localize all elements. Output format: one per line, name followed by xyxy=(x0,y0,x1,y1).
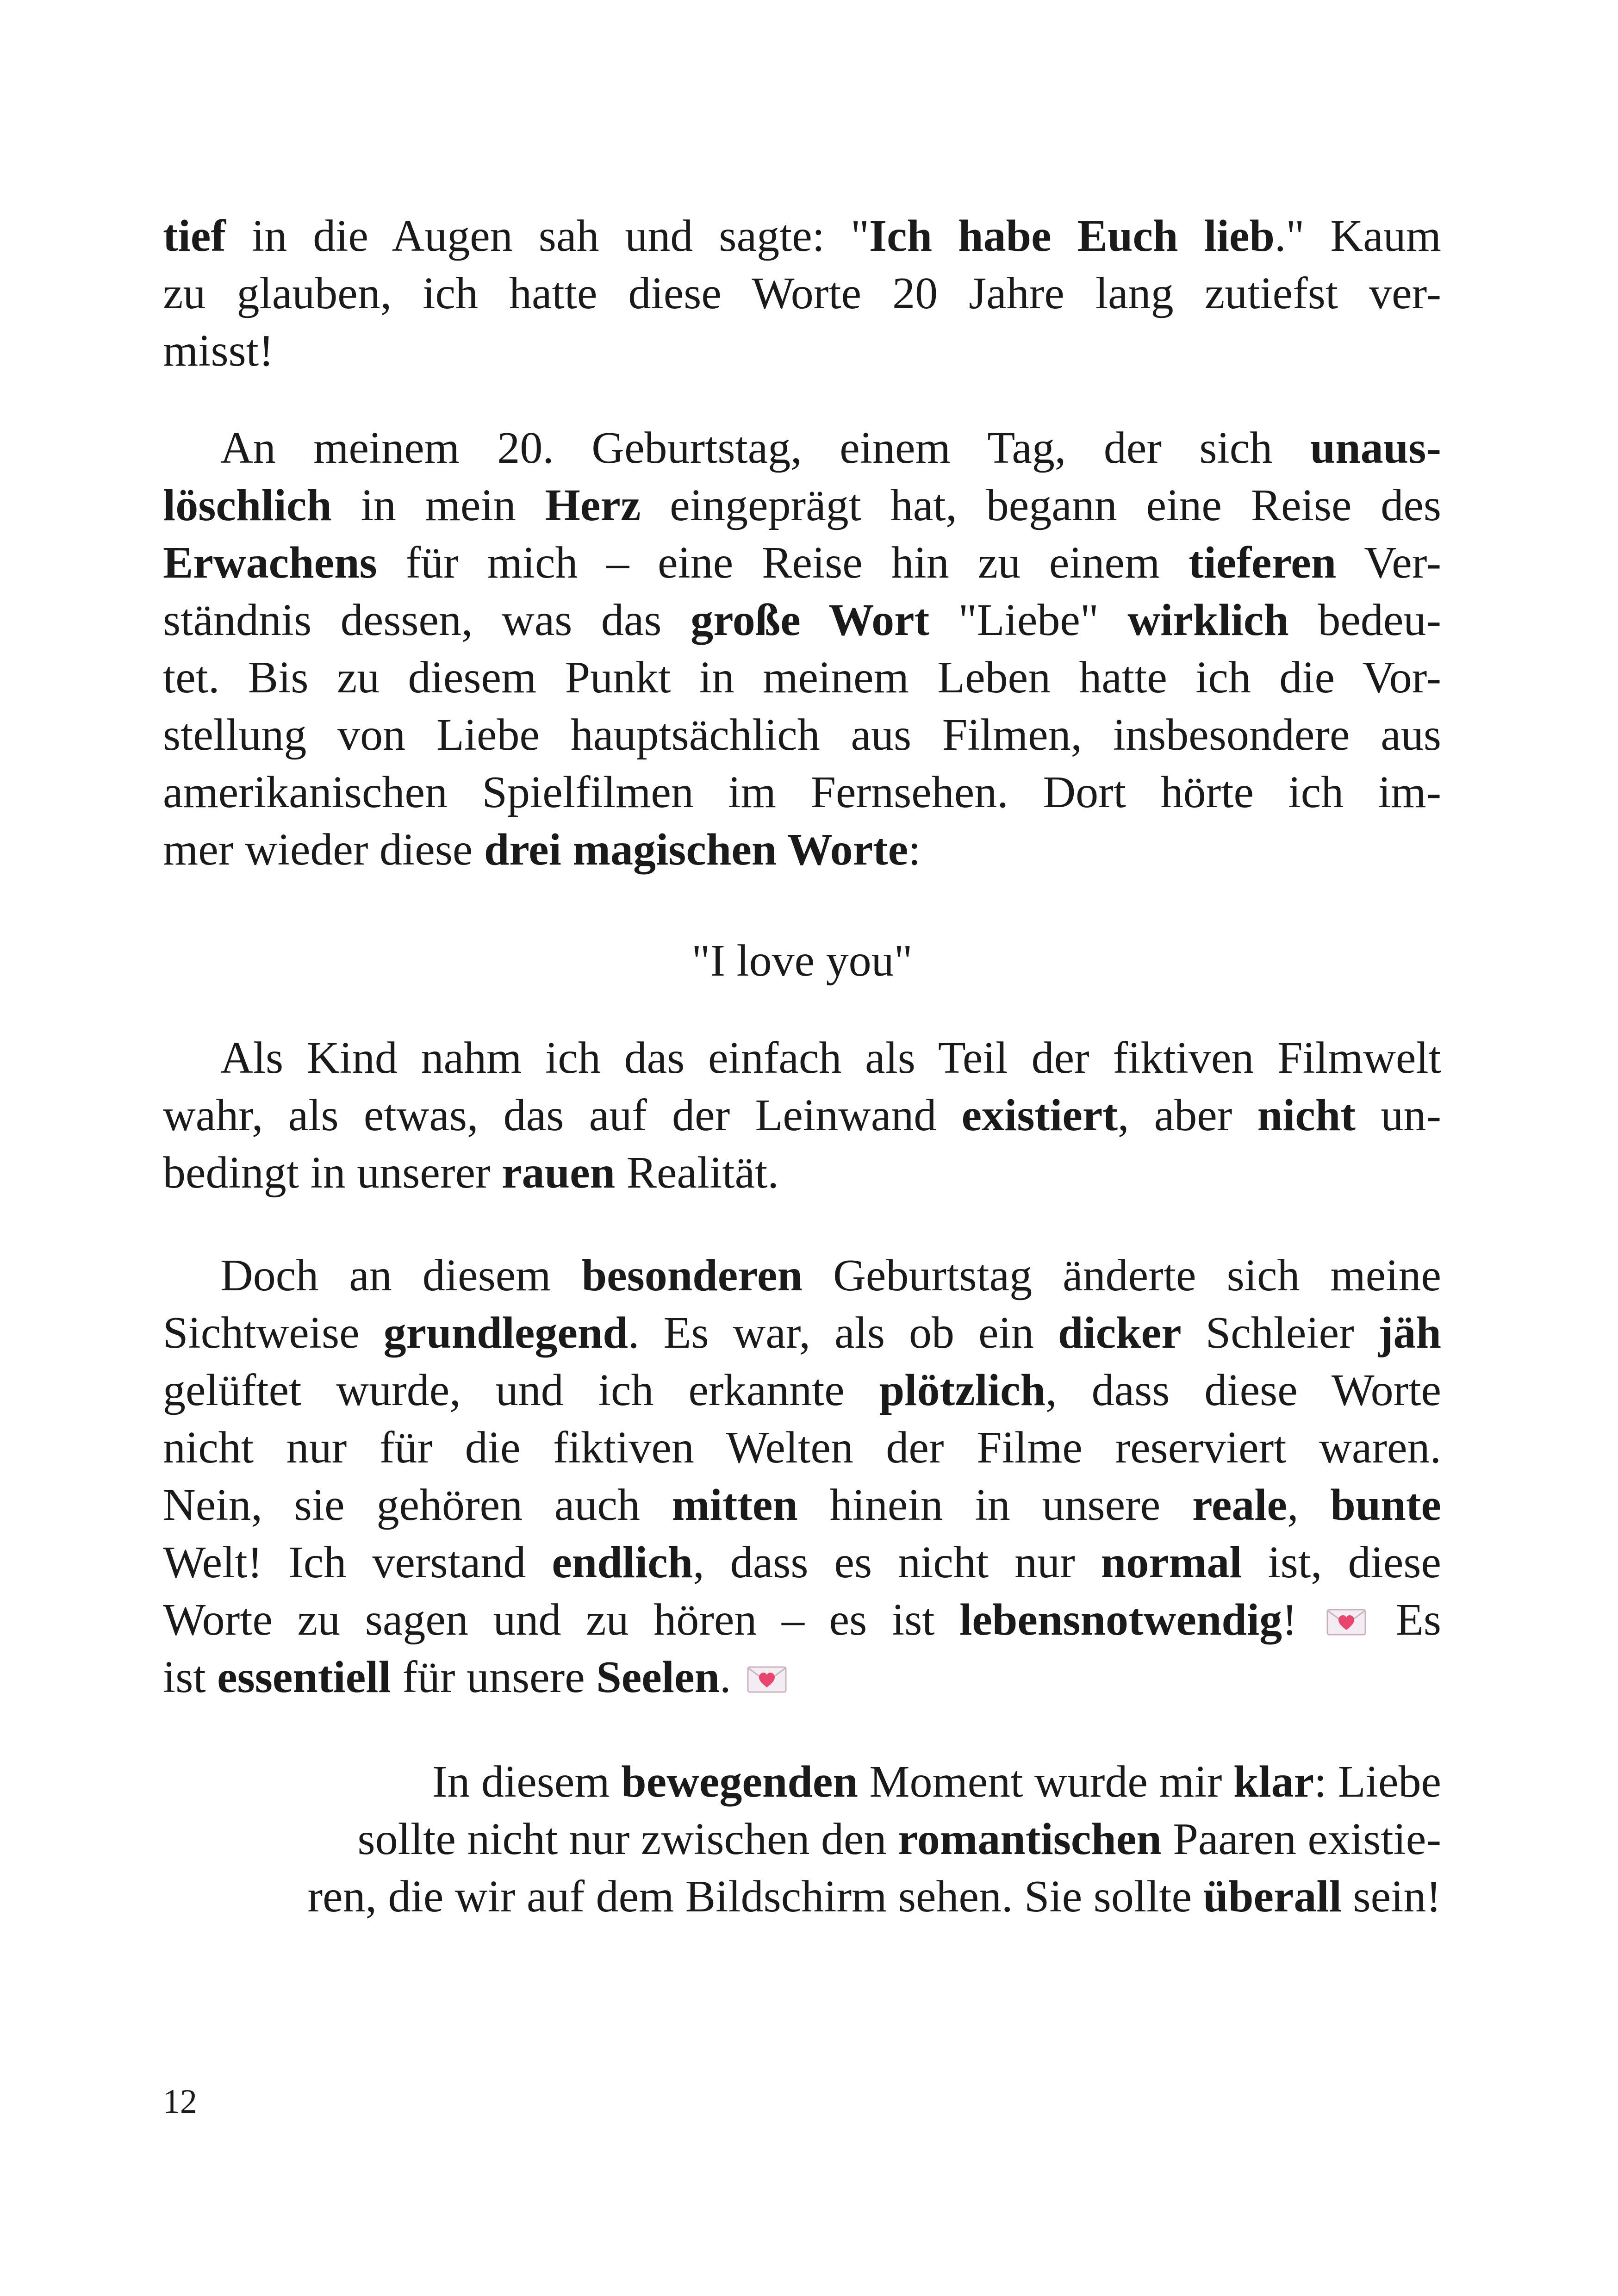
bold-phrase: klar xyxy=(1233,1757,1314,1807)
text-line xyxy=(163,207,1441,265)
text-run: un- xyxy=(1356,1090,1441,1140)
text-line xyxy=(163,1029,1441,1087)
text-run: mer wieder diese xyxy=(163,825,484,875)
text-run: zu glauben, ich hatte diese Worte 20 Jahre lang zutiefst ver- xyxy=(163,268,1441,318)
text-run: Als Kind nahm ich das einfach als Teil der fiktiven Filmwelt xyxy=(220,1033,1441,1083)
love-letter-icon xyxy=(1326,1608,1366,1636)
text-run: Paaren existie- xyxy=(1161,1814,1441,1864)
paragraph-4 xyxy=(163,1247,1441,1706)
bold-phrase: jäh xyxy=(1378,1308,1441,1358)
bold-phrase: romantischen xyxy=(898,1814,1162,1864)
paragraph-5 xyxy=(163,1753,1441,1925)
paragraph-2 xyxy=(163,419,1441,878)
text-run: ." Kaum xyxy=(1275,211,1441,261)
text-run: sollte nicht nur zwischen den xyxy=(357,1814,898,1864)
bold-phrase: drei magischen Worte xyxy=(484,825,909,875)
text-run: Ver- xyxy=(1336,538,1441,588)
bold-phrase: bewegenden xyxy=(621,1757,858,1807)
text-run: ständnis dessen, was das xyxy=(163,595,691,645)
bold-phrase: große Wort xyxy=(691,595,930,645)
text-line xyxy=(163,477,1441,534)
text-line xyxy=(163,1144,1441,1201)
text-run: ist xyxy=(163,1652,218,1702)
text-line xyxy=(163,764,1441,821)
text-line xyxy=(163,649,1441,706)
text-run: für unsere xyxy=(391,1652,597,1702)
text-run: wahr, als etwas, das auf der Leinwand xyxy=(163,1090,962,1140)
bold-phrase: rauen xyxy=(502,1148,616,1198)
text-line xyxy=(163,1534,1441,1591)
text-run: hinein in unsere xyxy=(797,1480,1193,1530)
text-run: bedeu- xyxy=(1288,595,1441,645)
text-run: : Liebe xyxy=(1314,1757,1441,1807)
bold-phrase: überall xyxy=(1203,1872,1342,1922)
text-run: Geburtstag änderte sich meine xyxy=(802,1251,1441,1300)
text-run: , xyxy=(1287,1480,1331,1530)
bold-phrase: endlich xyxy=(552,1537,693,1587)
bold-phrase: Erwachens xyxy=(163,538,377,588)
text-line xyxy=(163,419,1441,477)
bold-phrase: besonderen xyxy=(581,1251,803,1300)
text-run: nicht nur für die fiktiven Welten der Filme reserviert waren. xyxy=(163,1423,1441,1473)
text-run: Doch an diesem xyxy=(220,1251,582,1300)
text-line xyxy=(163,1247,1441,1304)
text-run: für mich – eine Reise hin zu einem xyxy=(377,538,1189,588)
text-line xyxy=(163,534,1441,591)
text-line xyxy=(163,1591,1441,1649)
paragraph-1 xyxy=(163,207,1441,380)
text-run: Schleier xyxy=(1181,1308,1378,1358)
text-run: Worte zu sagen und zu hören – es ist xyxy=(163,1595,960,1645)
bold-phrase: unaus- xyxy=(1310,423,1441,473)
text-run: ren, die wir auf dem Bildschirm sehen. Sie sollte xyxy=(307,1872,1203,1922)
bold-phrase: wirklich xyxy=(1127,595,1289,645)
text-line xyxy=(163,706,1441,764)
bold-phrase: reale xyxy=(1192,1480,1288,1530)
bold-phrase: Ich habe Euch lieb xyxy=(869,211,1275,261)
text-line xyxy=(163,1811,1441,1868)
text-run: . Es war, als ob ein xyxy=(628,1308,1058,1358)
text-run: eingeprägt hat, begann eine Reise des xyxy=(641,480,1441,530)
text-run: misst! xyxy=(163,326,274,376)
text-run: , dass es nicht nur xyxy=(693,1537,1101,1587)
text-run: Welt! Ich verstand xyxy=(163,1537,552,1587)
bold-phrase: nicht xyxy=(1257,1090,1356,1140)
text-run: "Liebe" xyxy=(929,595,1128,645)
bold-phrase: essentiell xyxy=(217,1652,391,1702)
text-run: in mein xyxy=(331,480,545,530)
text-run: Nein, sie gehören auch xyxy=(163,1480,672,1530)
bold-phrase: Seelen xyxy=(596,1652,720,1702)
text-line xyxy=(163,821,1441,878)
bold-phrase: bunte xyxy=(1330,1480,1442,1530)
text-run: In diesem xyxy=(432,1757,622,1807)
text-run: ist, diese xyxy=(1242,1537,1441,1587)
text-line xyxy=(163,1476,1441,1534)
text-run: Moment wurde mir xyxy=(858,1757,1233,1807)
text-line xyxy=(163,1087,1441,1144)
text-run: Realität. xyxy=(615,1148,779,1198)
bold-phrase: Herz xyxy=(545,480,641,530)
text-line xyxy=(163,265,1441,322)
text-run: gelüftet wurde, und ich erkannte xyxy=(163,1365,879,1415)
text-line xyxy=(163,1868,1441,1925)
bold-phrase: existiert xyxy=(961,1090,1118,1140)
text-run: tet. Bis zu diesem Punkt in meinem Leben hatte ich die Vor- xyxy=(163,653,1441,703)
text-line xyxy=(163,1362,1441,1419)
text-run: : xyxy=(908,825,921,875)
text-run: ! xyxy=(1282,1595,1322,1645)
text-line xyxy=(163,322,1441,380)
text-run: Es xyxy=(1371,1595,1441,1645)
text-run: An meinem 20. Geburtstag, einem Tag, der sich xyxy=(220,423,1310,473)
bold-phrase: plötzlich xyxy=(879,1365,1046,1415)
bold-phrase: löschlich xyxy=(163,480,332,530)
text-run: , dass diese Worte xyxy=(1045,1365,1441,1415)
text-run: bedingt in unserer xyxy=(163,1148,502,1198)
paragraph-3 xyxy=(163,1029,1441,1201)
bold-phrase: dicker xyxy=(1058,1308,1182,1358)
text-line xyxy=(163,591,1441,649)
text-line xyxy=(163,1304,1441,1362)
text-line xyxy=(163,1649,1441,1706)
love-letter-icon xyxy=(747,1665,787,1694)
text-run: , aber xyxy=(1118,1090,1257,1140)
text-run: amerikanischen Spielfilmen im Fernsehen. Dort hörte ich im- xyxy=(163,767,1441,817)
bold-phrase: grundlegend xyxy=(383,1308,628,1358)
centered-quote: "I love you" xyxy=(691,936,913,986)
text-run: stellung von Liebe hauptsächlich aus Filmen, insbesondere aus xyxy=(163,710,1441,760)
text-run: sein! xyxy=(1342,1872,1441,1922)
text-run: in die Augen sah und sagte: " xyxy=(226,211,870,261)
text-line xyxy=(163,1419,1441,1476)
bold-phrase: tief xyxy=(163,211,226,261)
text-line xyxy=(163,1753,1441,1811)
bold-phrase: normal xyxy=(1101,1537,1242,1587)
bold-phrase: tieferen xyxy=(1189,538,1337,588)
bold-phrase: mitten xyxy=(672,1480,798,1530)
page-number: 12 xyxy=(163,2083,197,2121)
text-run: . xyxy=(719,1652,742,1702)
text-run: Sichtweise xyxy=(163,1308,384,1358)
bold-phrase: lebensnotwendig xyxy=(959,1595,1282,1645)
